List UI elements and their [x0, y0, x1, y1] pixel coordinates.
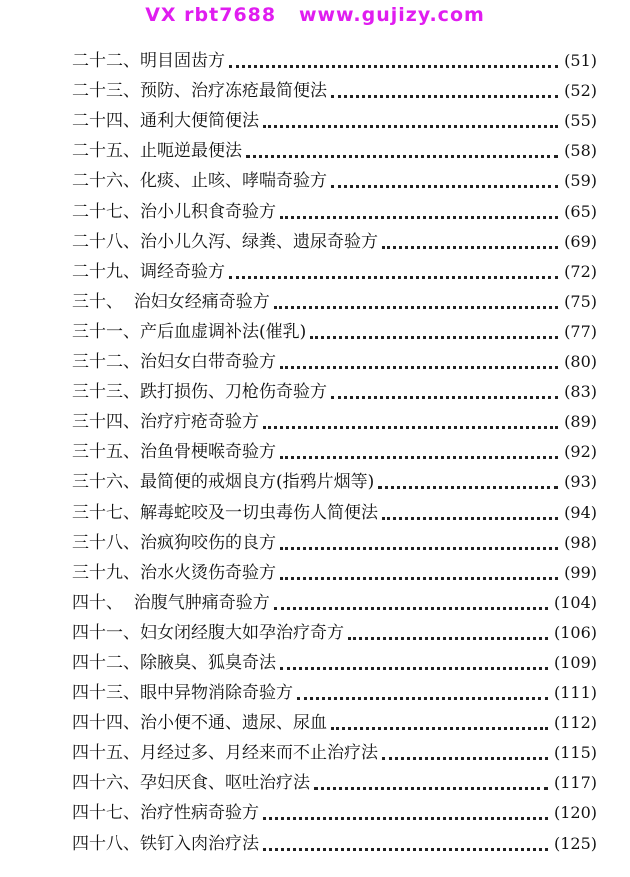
toc-entry-page: (51): [564, 51, 597, 71]
toc-entry: [72, 644, 597, 674]
toc-entry-page: (98): [564, 532, 597, 552]
toc-entry-title: 二十四、通利大便简便法: [72, 111, 259, 132]
toc-entry-page: (69): [564, 231, 597, 251]
toc-entry-page: (106): [553, 622, 597, 642]
toc-entry-page: (92): [564, 442, 597, 462]
toc-entry: [72, 463, 597, 493]
toc-entry: [72, 253, 597, 283]
toc-entry-page: (93): [564, 472, 597, 492]
toc-entry: [72, 584, 597, 614]
dot-leader: [229, 64, 558, 68]
dot-leader: [280, 666, 548, 670]
toc-entry-title: 三十二、治妇女白带奇验方: [72, 352, 276, 373]
dot-leader: [280, 576, 558, 580]
toc-entry: [72, 433, 597, 463]
toc-entry: [72, 373, 597, 403]
toc-entry-page: (109): [553, 652, 597, 672]
toc-entry: [72, 824, 597, 854]
toc-entry-title: 三十八、治疯狗咬伤的良方: [72, 532, 276, 553]
toc-entry-title: 四十六、孕妇厌食、呕吐治疗法: [72, 773, 310, 794]
toc-entry: [72, 674, 597, 704]
dot-leader: [331, 395, 558, 399]
dot-leader: [331, 726, 548, 730]
table-of-contents: [72, 42, 597, 855]
toc-entry-title: 二十六、化痰、止咳、哮喘奇验方: [72, 171, 327, 192]
toc-entry-title: 三十三、跌打损伤、刀枪伤奇验方: [72, 382, 327, 403]
toc-entry-title: 二十七、治小儿积食奇验方: [72, 201, 276, 222]
toc-entry-page: (59): [564, 171, 597, 191]
dot-leader: [263, 816, 548, 820]
toc-entry: [72, 42, 597, 72]
toc-entry-page: (117): [553, 773, 597, 793]
toc-entry-page: (120): [553, 803, 597, 823]
toc-entry-title: 二十八、治小儿久泻、绿粪、遗尿奇验方: [72, 231, 378, 252]
dot-leader: [331, 184, 558, 188]
toc-entry-title: 三十五、治鱼骨梗喉奇验方: [72, 442, 276, 463]
toc-entry-page: (65): [564, 201, 597, 221]
toc-entry-title: 二十九、调经奇验方: [72, 261, 225, 282]
toc-entry: [72, 192, 597, 222]
toc-entry-title: 四十一、妇女闭经腹大如孕治疗奇方: [72, 622, 344, 643]
toc-entry-page: (94): [564, 502, 597, 522]
dot-leader: [246, 154, 558, 158]
dot-leader: [310, 335, 558, 339]
toc-entry: [72, 554, 597, 584]
toc-entry: [72, 72, 597, 102]
toc-entry-title: 三十一、产后血虚调补法(催乳): [72, 321, 307, 342]
dot-leader: [331, 94, 558, 98]
dot-leader: [382, 756, 548, 760]
toc-entry-title: 四十七、治疗性病奇验方: [72, 803, 259, 824]
dot-leader: [229, 275, 558, 279]
dot-leader: [280, 365, 558, 369]
toc-entry-title: 二十五、止呃逆最便法: [72, 141, 242, 162]
dot-leader: [382, 516, 558, 520]
dot-leader: [263, 425, 558, 429]
toc-entry-page: (75): [564, 291, 597, 311]
toc-entry: [72, 764, 597, 794]
toc-entry-title: 三十四、治疗疔疮奇验方: [72, 412, 259, 433]
dot-leader: [274, 606, 548, 610]
toc-entry-page: (80): [564, 352, 597, 372]
toc-entry-title: 二十三、预防、治疗冻疮最简便法: [72, 81, 327, 102]
toc-entry: [72, 132, 597, 162]
toc-entry-page: (55): [564, 111, 597, 131]
dot-leader: [280, 546, 558, 550]
toc-entry: [72, 794, 597, 824]
toc-entry: [72, 493, 597, 523]
toc-entry: [72, 283, 597, 313]
toc-entry-title: 三十六、最简便的戒烟良方(指鸦片烟等): [72, 472, 375, 493]
dot-leader: [382, 245, 558, 249]
toc-entry-title: 三十、 治妇女经痛奇验方: [72, 291, 270, 312]
toc-entry: [72, 614, 597, 644]
toc-entry: [72, 343, 597, 373]
toc-entry-page: (77): [564, 321, 597, 341]
dot-leader: [348, 636, 548, 640]
dot-leader: [263, 124, 558, 128]
toc-entry: [72, 223, 597, 253]
toc-entry-page: (89): [564, 412, 597, 432]
toc-entry-title: 二十二、明目固齿方: [72, 51, 225, 72]
toc-entry-page: (72): [564, 261, 597, 281]
toc-entry: [72, 704, 597, 734]
toc-entry-title: 四十八、铁钉入肉治疗法: [72, 833, 259, 854]
toc-entry: [72, 524, 597, 554]
toc-entry-title: 四十、 治腹气肿痛奇验方: [72, 592, 270, 613]
watermark-text: VX rbt7688 www.gujizy.com: [145, 4, 485, 26]
toc-entry-title: 三十九、治水火烫伤奇验方: [72, 562, 276, 583]
toc-entry-title: 四十四、治小便不通、遗尿、尿血: [72, 713, 327, 734]
toc-entry-page: (83): [564, 382, 597, 402]
toc-entry-title: 三十七、解毒蛇咬及一切虫毒伤人简便法: [72, 502, 378, 523]
toc-entry-page: (112): [553, 713, 597, 733]
dot-leader: [263, 847, 548, 851]
dot-leader: [274, 305, 558, 309]
toc-entry-page: (111): [553, 683, 597, 703]
toc-entry: [72, 734, 597, 764]
toc-entry-page: (115): [553, 743, 597, 763]
toc-entry-title: 四十三、眼中异物消除奇验方: [72, 683, 293, 704]
toc-entry-page: (58): [564, 141, 597, 161]
dot-leader: [378, 485, 558, 489]
dot-leader: [280, 215, 558, 219]
toc-entry-title: 四十五、月经过多、月经来而不止治疗法: [72, 743, 378, 764]
toc-entry-page: (52): [564, 81, 597, 101]
toc-entry-title: 四十二、除腋臭、狐臭奇法: [72, 652, 276, 673]
toc-entry-page: (125): [553, 833, 597, 853]
toc-entry: [72, 313, 597, 343]
dot-leader: [297, 696, 548, 700]
toc-entry-page: (99): [564, 562, 597, 582]
toc-entry-page: (104): [553, 592, 597, 612]
toc-entry: [72, 102, 597, 132]
toc-entry: [72, 162, 597, 192]
dot-leader: [280, 455, 558, 459]
dot-leader: [314, 786, 548, 790]
toc-entry: [72, 403, 597, 433]
